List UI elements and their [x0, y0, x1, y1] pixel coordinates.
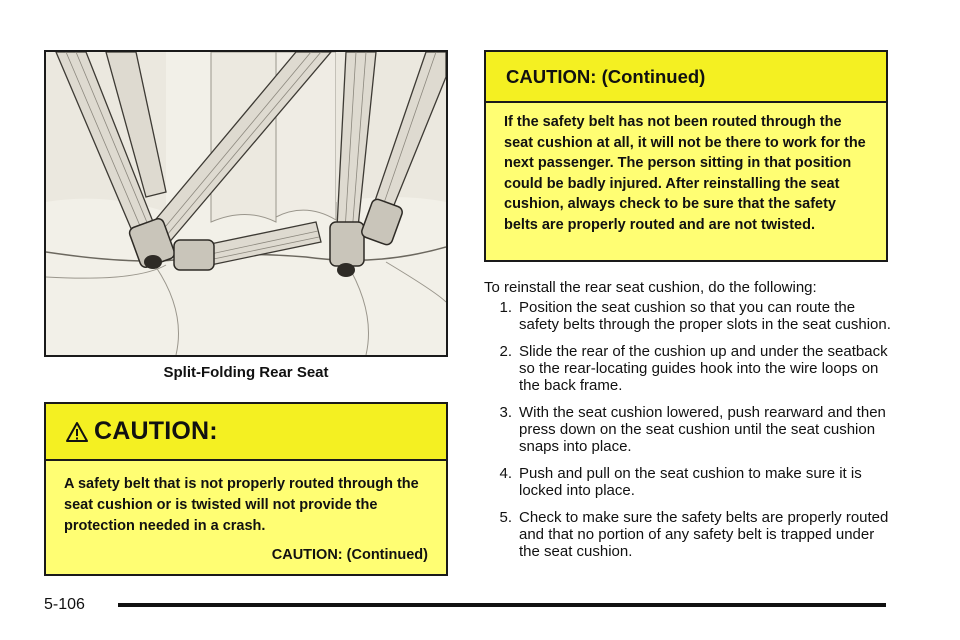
step-text: With the seat cushion lowered, push rearward and then press down on the seat cushion until the seat cushion snaps into place.	[519, 404, 886, 455]
step-text: Check to make sure the safety belts are properly routed and that no portion of any safety belt is trapped under the seat cushion.	[519, 509, 889, 560]
caution-continued-header: CAUTION: (Continued)	[486, 52, 886, 103]
split-folding-rear-seat-drawing	[46, 52, 446, 355]
page-number: 5-106	[44, 596, 85, 613]
step-text: Position the seat cushion so that you can route the safety belts through the proper slots in the seat cushion.	[519, 299, 891, 333]
warning-triangle-icon	[66, 421, 88, 443]
instruction-steps	[484, 299, 894, 570]
step-item	[484, 343, 894, 394]
caution-box	[44, 402, 448, 576]
footer-rule	[118, 603, 886, 607]
step-number: 2.	[499, 343, 512, 360]
caution-text: A safety belt that is not properly routed through the seat cushion or is twisted will not provide the protection needed in a crash.	[64, 476, 419, 534]
caution-continued-note: CAUTION: (Continued)	[271, 547, 428, 563]
step-text: Slide the rear of the cushion up and under the seatback so the rear-locating guides hook into the wire loops on the back frame.	[519, 343, 888, 394]
step-text: Push and pull on the seat cushion to make sure it is locked into place.	[519, 465, 862, 499]
step-item	[484, 509, 894, 560]
step-item	[484, 404, 894, 455]
instructions-intro: To reinstall the rear seat cushion, do the following:	[484, 279, 817, 296]
caution-continued-text: If the safety belt has not been routed through the seat cushion at all, it will not be there to work for the next passenger. The person sitting in that position could be badly injured. After reinstalling the seat cushion, always check to be sure that the safety belts are properly routed and are not twisted.	[504, 114, 866, 233]
caution-title: CAUTION:	[94, 417, 218, 445]
seat-belt-illustration	[44, 50, 448, 357]
step-item	[484, 465, 894, 499]
step-number: 4.	[499, 465, 512, 482]
step-number: 3.	[499, 404, 512, 421]
step-item	[484, 299, 894, 333]
caution-header	[46, 404, 446, 461]
step-number: 5.	[499, 509, 512, 526]
figure-caption: Split-Folding Rear Seat	[163, 364, 329, 381]
caution-continued-box	[484, 50, 888, 262]
step-number: 1.	[499, 299, 512, 316]
